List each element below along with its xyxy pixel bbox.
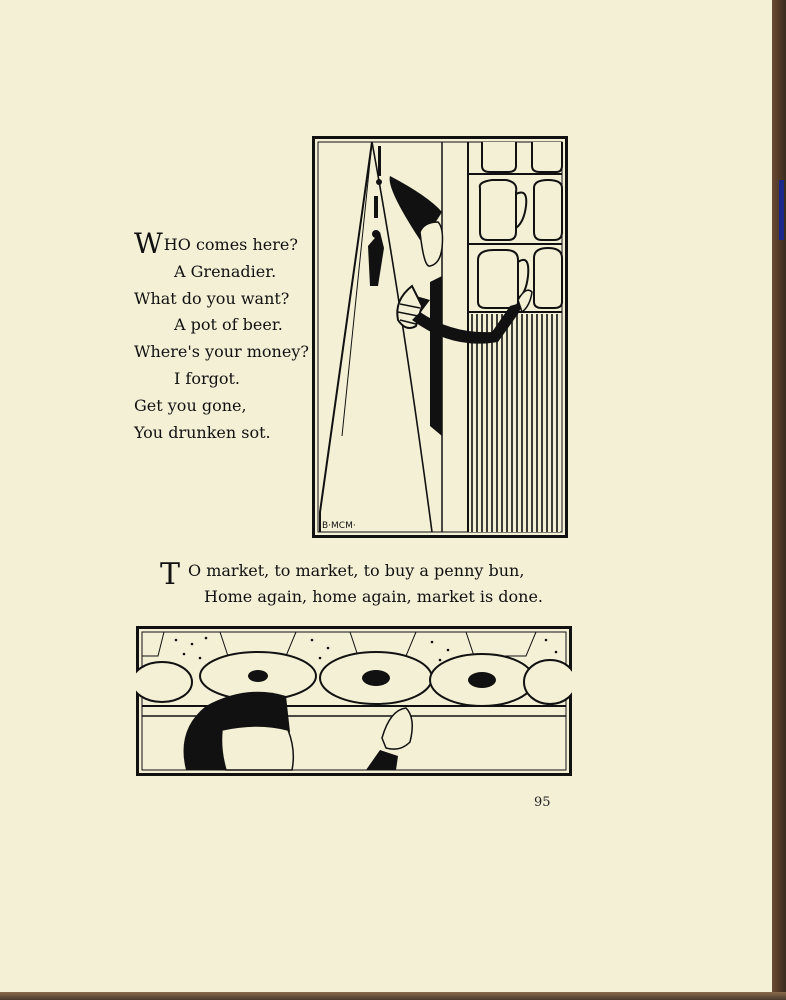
poem-line-6: I forgot. — [174, 368, 240, 388]
poem-line-4: A pot of beer. — [174, 315, 283, 335]
jugs — [478, 142, 562, 308]
poem-line-3: What do you want? — [134, 288, 290, 308]
poem-line-2: A Grenadier. — [174, 261, 277, 281]
poem-line-8: You drunken sot. — [134, 422, 271, 442]
page-number: 95 — [534, 795, 551, 810]
bun-shop-illustration — [136, 626, 572, 776]
buns — [136, 652, 572, 706]
market-line-1: O market, to market, to buy a penny bun, — [188, 561, 525, 580]
grenadier-illustration — [312, 136, 568, 538]
poem-line-5: Where's your money? — [134, 342, 309, 362]
artist-signature: B·MCM· — [322, 521, 356, 531]
bottom-edge — [0, 992, 786, 1000]
drop-cap-w: W — [134, 227, 163, 260]
shelf-stripes — [468, 314, 560, 532]
drop-cap-t: T — [160, 557, 181, 592]
poem-line-7: Get you gone, — [134, 395, 247, 415]
market-line-2: Home again, home again, market is done. — [204, 587, 543, 606]
grenadier-rhyme — [134, 227, 309, 446]
poem-line-1: WHO comes here? — [134, 227, 298, 260]
awning — [142, 632, 536, 656]
blue-tab — [779, 180, 784, 240]
book-binding — [772, 0, 786, 1000]
